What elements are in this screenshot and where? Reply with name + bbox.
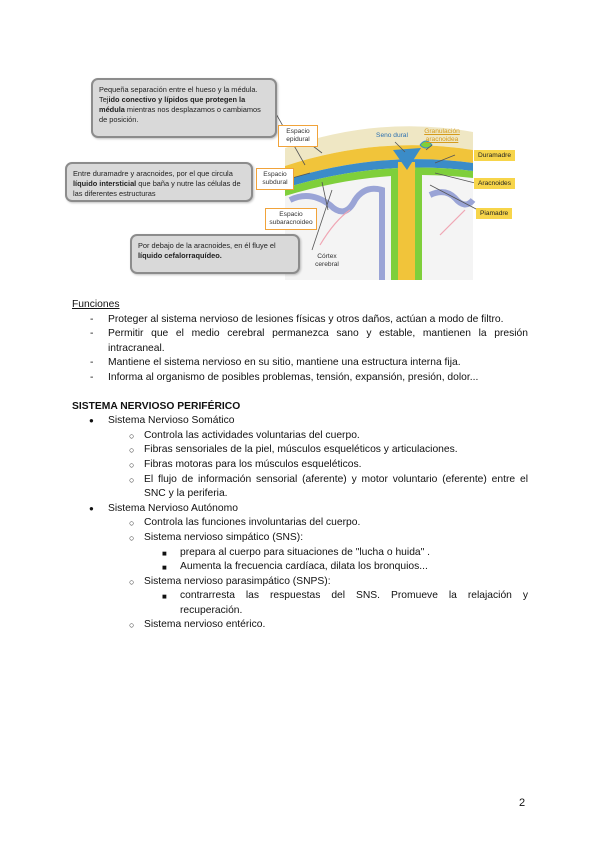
list-item: - Permitir que el medio cerebral permanezca sano y estable, mantienen la presión intracraneal. xyxy=(90,328,528,354)
list-item: ○ Fibras sensoriales de la piel, músculos esqueléticos y articulaciones. xyxy=(129,444,458,456)
label-subaracnoideo: Espacio subaracnoideo xyxy=(265,208,317,230)
callout-subdural-info: Entre duramadre y aracnoides, por el que circula líquido intersticial que baña y nutre las células de las diferentes estructuras xyxy=(65,162,253,202)
snp-heading: SISTEMA NERVIOSO PERIFÉRICO xyxy=(72,400,241,412)
label-aracnoides: Aracnoides xyxy=(474,178,515,189)
list-item: ■ prepara al cuerpo para situaciones de "lucha o huida" . xyxy=(162,546,431,558)
document-body xyxy=(72,298,528,633)
label-cortex: Córtex cerebral xyxy=(315,253,339,268)
label-piamadre: Piamadre xyxy=(476,208,512,219)
list-item: ○ Controla las funciones involuntarias del cuerpo. xyxy=(129,517,361,529)
list-item: ● Sistema Nervioso Autónomo xyxy=(89,502,238,514)
list-item: - Informa al organismo de posibles problemas, tensión, expansión, presión, dolor... xyxy=(90,371,479,383)
label-duramadre: Duramadre xyxy=(474,150,515,161)
label-epidural: Espacio epidural xyxy=(278,125,318,147)
list-item: ○ Controla las actividades voluntarias del cuerpo. xyxy=(129,429,360,441)
list-item: - Proteger al sistema nervioso de lesiones físicas y otros daños, actúan a modo de filtro. xyxy=(90,313,504,325)
callout-epidural-info: Pequeña separación entre el hueso y la médula. Tejido conectivo y lípidos que protegen la médula mientras nos desplazamos o cambiamos de posición. xyxy=(91,78,277,138)
funciones-heading: Funciones xyxy=(72,299,120,310)
list-item: ○ Sistema nervioso simpático (SNS): xyxy=(129,531,304,543)
label-seno-dural: Seno dural xyxy=(376,132,408,139)
label-subdural: Espacio subdural xyxy=(256,168,294,190)
label-granulacion: Granulación aracnoidea xyxy=(424,128,460,143)
list-item: - Mantiene el sistema nervioso en su sitio, mantiene una estructura interna fija. xyxy=(90,357,461,369)
meninges-figure xyxy=(60,70,540,285)
list-item: ○ Fibras motoras para los músculos esqueléticos. xyxy=(129,458,362,470)
list-item: ○ El flujo de información sensorial (aferente) y motor voluntario (eferente) entre el SNC y la periferia. xyxy=(129,473,528,500)
list-item: ■ Aumenta la frecuencia cardíaca, dilata los bronquios... xyxy=(162,561,428,573)
list-item: ● Sistema Nervioso Somático xyxy=(89,415,235,427)
list-item: ○ Sistema nervioso entérico. xyxy=(129,619,266,631)
falx xyxy=(396,162,418,280)
list-item: ■ contrarresta las respuestas del SNS. Promueve la relajación y recuperación. xyxy=(162,590,528,616)
list-item: ○ Sistema nervioso parasimpático (SNPS): xyxy=(129,575,331,587)
callout-subarachnoid-info: Por debajo de la aracnoides, en él fluye el líquido cefalorraquídeo. xyxy=(130,234,300,274)
page-number: 2 xyxy=(519,797,526,809)
